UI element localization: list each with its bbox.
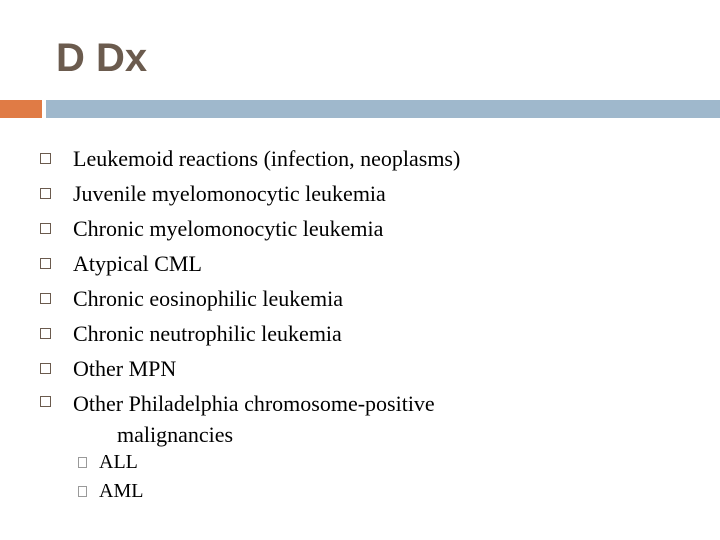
- list-item: [40, 351, 700, 386]
- bullet-text: Atypical CML: [73, 251, 202, 276]
- accent-bar-orange: [0, 100, 42, 118]
- list-item: [40, 386, 543, 450]
- square-bullet-icon: [40, 153, 51, 164]
- square-bullet-icon: [40, 363, 51, 374]
- accent-bar-blue: [46, 100, 720, 118]
- box-bullet-icon: [78, 486, 87, 497]
- square-bullet-icon: [40, 258, 51, 269]
- list-item: [78, 448, 143, 477]
- box-bullet-icon: [78, 457, 87, 468]
- list-item: [78, 477, 143, 506]
- sub-bullet-list: [78, 448, 143, 506]
- bullet-text: Chronic eosinophilic leukemia: [73, 286, 344, 311]
- list-item: [40, 316, 700, 351]
- square-bullet-icon: [40, 396, 51, 407]
- square-bullet-icon: [40, 293, 51, 304]
- bullet-text: Other Philadelphia chromosome-positive malignancies: [73, 391, 435, 447]
- sub-bullet-text: AML: [99, 480, 144, 502]
- bullet-list: [40, 141, 700, 450]
- list-item: [40, 176, 700, 211]
- bullet-text: Other MPN: [73, 356, 177, 381]
- square-bullet-icon: [40, 188, 51, 199]
- bullet-text: Chronic neutrophilic leukemia: [73, 321, 342, 346]
- list-item: [40, 281, 700, 316]
- slide-title: D Dx: [56, 36, 148, 80]
- list-item: [40, 211, 700, 246]
- bullet-text: Chronic myelomonocytic leukemia: [73, 216, 384, 241]
- list-item: [40, 246, 700, 281]
- bullet-text: Leukemoid reactions (infection, neoplasms): [73, 146, 461, 171]
- square-bullet-icon: [40, 328, 51, 339]
- square-bullet-icon: [40, 223, 51, 234]
- list-item: [40, 141, 700, 176]
- bullet-text: Juvenile myelomonocytic leukemia: [73, 181, 386, 206]
- sub-bullet-text: ALL: [99, 451, 138, 473]
